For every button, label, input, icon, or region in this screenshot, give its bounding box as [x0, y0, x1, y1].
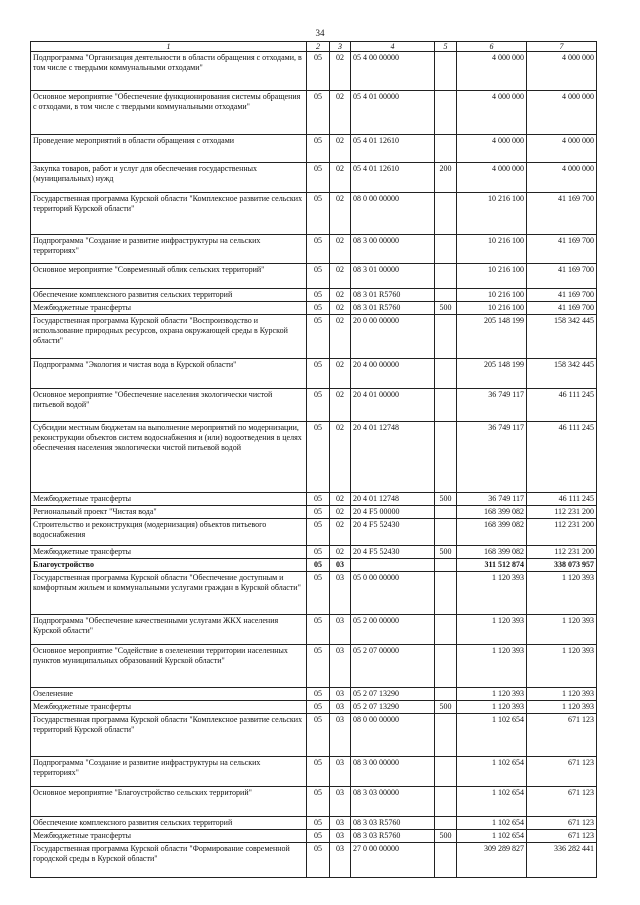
subsection-cell: 03: [330, 688, 351, 701]
table-row: [31, 572, 597, 615]
target-article-cell: 05 4 01 12610: [351, 135, 435, 163]
section-cell: 05: [307, 787, 330, 817]
subsection-cell: 03: [330, 645, 351, 688]
expense-type-cell: [435, 559, 457, 572]
amount-2022-cell: 1 120 393: [457, 701, 527, 714]
amount-2022-cell: 1 120 393: [457, 615, 527, 645]
target-article-cell: 05 2 07 00000: [351, 645, 435, 688]
section-cell: 05: [307, 519, 330, 546]
expense-type-cell: [435, 52, 457, 91]
table-row: [31, 163, 597, 193]
amount-2022-cell: 36 749 117: [457, 389, 527, 422]
amount-2022-cell: 168 399 082: [457, 546, 527, 559]
expense-type-cell: [435, 289, 457, 302]
subsection-cell: 02: [330, 193, 351, 235]
target-article-cell: 08 3 01 00000: [351, 264, 435, 289]
amount-2022-cell: 4 000 000: [457, 135, 527, 163]
section-cell: 05: [307, 264, 330, 289]
table-row: [31, 289, 597, 302]
expense-type-cell: [435, 315, 457, 359]
expense-type-cell: [435, 264, 457, 289]
name-cell: Межбюджетные трансферты: [31, 701, 307, 714]
table-row: [31, 193, 597, 235]
amount-2023-cell: 1 120 393: [527, 615, 597, 645]
subsection-cell: 02: [330, 493, 351, 506]
amount-2022-cell: 10 216 100: [457, 193, 527, 235]
header-col-1: 1: [31, 42, 307, 52]
section-cell: 05: [307, 830, 330, 843]
amount-2022-cell: 168 399 082: [457, 519, 527, 546]
table-row: [31, 546, 597, 559]
target-article-cell: 08 3 00 00000: [351, 235, 435, 264]
subsection-cell: 03: [330, 787, 351, 817]
target-article-cell: 20 4 01 00000: [351, 389, 435, 422]
amount-2023-cell: 41 169 700: [527, 302, 597, 315]
section-cell: 05: [307, 302, 330, 315]
amount-2022-cell: 1 120 393: [457, 645, 527, 688]
subsection-cell: 02: [330, 422, 351, 493]
expense-type-cell: [435, 519, 457, 546]
expense-type-cell: [435, 817, 457, 830]
amount-2023-cell: 671 123: [527, 787, 597, 817]
expense-type-cell: [435, 757, 457, 787]
subsection-cell: 03: [330, 830, 351, 843]
name-cell: Основное мероприятие "Благоустройство сельских территорий": [31, 787, 307, 817]
amount-2023-cell: 4 000 000: [527, 91, 597, 135]
amount-2022-cell: 10 216 100: [457, 289, 527, 302]
table-header-row: [31, 42, 597, 52]
amount-2023-cell: 46 111 245: [527, 422, 597, 493]
name-cell: Обеспечение комплексного развития сельских территорий: [31, 289, 307, 302]
target-article-cell: 20 4 F5 52430: [351, 546, 435, 559]
name-cell: Межбюджетные трансферты: [31, 493, 307, 506]
amount-2022-cell: 1 102 654: [457, 817, 527, 830]
amount-2022-cell: 1 102 654: [457, 757, 527, 787]
expense-type-cell: 500: [435, 830, 457, 843]
table-row: [31, 817, 597, 830]
name-cell: Подпрограмма "Организация деятельности в области обращения с отходами, в том числе с твердыми коммунальными отходами": [31, 52, 307, 91]
name-cell: Строительство и реконструкция (модернизация) объектов питьевого водоснабжения: [31, 519, 307, 546]
target-article-cell: 05 2 07 13290: [351, 701, 435, 714]
amount-2023-cell: 4 000 000: [527, 52, 597, 91]
table-row: [31, 359, 597, 389]
name-cell: Озеленение: [31, 688, 307, 701]
amount-2023-cell: 112 231 200: [527, 506, 597, 519]
page-number: 34: [315, 28, 325, 38]
target-article-cell: 05 2 00 00000: [351, 615, 435, 645]
table-row: [31, 830, 597, 843]
name-cell: Подпрограмма "Экология и чистая вода в Курской области": [31, 359, 307, 389]
section-cell: 05: [307, 546, 330, 559]
section-cell: 05: [307, 688, 330, 701]
subsection-cell: 02: [330, 264, 351, 289]
section-cell: 05: [307, 422, 330, 493]
amount-2023-cell: 671 123: [527, 714, 597, 757]
amount-2022-cell: 1 102 654: [457, 787, 527, 817]
section-cell: 05: [307, 235, 330, 264]
target-article-cell: 08 3 01 R5760: [351, 302, 435, 315]
subsection-cell: 02: [330, 91, 351, 135]
name-cell: Государственная программа Курской области "Комплексное развитие сельских территорий Курской области": [31, 193, 307, 235]
subsection-cell: 02: [330, 289, 351, 302]
amount-2022-cell: 4 000 000: [457, 52, 527, 91]
section-cell: 05: [307, 843, 330, 878]
section-cell: 05: [307, 163, 330, 193]
name-cell: Государственная программа Курской области "Формирование современной городской среды в Курской области": [31, 843, 307, 878]
table-row: [31, 52, 597, 91]
expense-type-cell: [435, 843, 457, 878]
table-body: [31, 52, 597, 878]
name-cell: Обеспечение комплексного развития сельских территорий: [31, 817, 307, 830]
target-article-cell: 05 0 00 00000: [351, 572, 435, 615]
amount-2022-cell: 1 120 393: [457, 688, 527, 701]
target-article-cell: 20 4 F5 52430: [351, 519, 435, 546]
name-cell: Основное мероприятие "Содействие в озеленении территории населенных пунктов муниципальных образований Курской области": [31, 645, 307, 688]
amount-2022-cell: 1 102 654: [457, 714, 527, 757]
amount-2023-cell: 671 123: [527, 817, 597, 830]
header-col-7: 7: [527, 42, 597, 52]
amount-2023-cell: 112 231 200: [527, 546, 597, 559]
amount-2022-cell: 1 120 393: [457, 572, 527, 615]
expense-type-cell: [435, 688, 457, 701]
amount-2023-cell: 158 342 445: [527, 359, 597, 389]
name-cell: Подпрограмма "Создание и развитие инфраструктуры на сельских территориях": [31, 235, 307, 264]
target-article-cell: 20 4 00 00000: [351, 359, 435, 389]
amount-2023-cell: 46 111 245: [527, 493, 597, 506]
section-cell: 05: [307, 701, 330, 714]
expense-type-cell: [435, 645, 457, 688]
target-article-cell: 08 3 03 00000: [351, 787, 435, 817]
expense-type-cell: 500: [435, 701, 457, 714]
table-row: [31, 843, 597, 878]
expense-type-cell: [435, 615, 457, 645]
subsection-cell: 02: [330, 389, 351, 422]
table-row: [31, 701, 597, 714]
target-article-cell: 08 3 03 R5760: [351, 817, 435, 830]
subsection-cell: 02: [330, 359, 351, 389]
amount-2022-cell: 168 399 082: [457, 506, 527, 519]
name-cell: Основное мероприятие "Обеспечение населения экологически чистой питьевой водой": [31, 389, 307, 422]
expense-type-cell: [435, 572, 457, 615]
table-row: [31, 757, 597, 787]
amount-2023-cell: 158 342 445: [527, 315, 597, 359]
table-row: [31, 264, 597, 289]
table-row: [31, 714, 597, 757]
target-article-cell: 08 0 00 00000: [351, 193, 435, 235]
amount-2023-cell: 41 169 700: [527, 289, 597, 302]
subsection-cell: 03: [330, 701, 351, 714]
name-cell: Межбюджетные трансферты: [31, 546, 307, 559]
target-article-cell: 05 4 00 00000: [351, 52, 435, 91]
table-row: [31, 302, 597, 315]
table-row: [31, 559, 597, 572]
section-cell: 05: [307, 559, 330, 572]
expense-type-cell: 200: [435, 163, 457, 193]
name-cell: Подпрограмма "Обеспечение качественными услугами ЖКХ населения Курской области": [31, 615, 307, 645]
expense-type-cell: [435, 787, 457, 817]
expense-type-cell: [435, 506, 457, 519]
header-col-6: 6: [457, 42, 527, 52]
table-row: [31, 315, 597, 359]
amount-2022-cell: 10 216 100: [457, 264, 527, 289]
amount-2023-cell: 4 000 000: [527, 135, 597, 163]
amount-2023-cell: 112 231 200: [527, 519, 597, 546]
target-article-cell: 27 0 00 00000: [351, 843, 435, 878]
amount-2022-cell: 311 512 874: [457, 559, 527, 572]
section-cell: 05: [307, 135, 330, 163]
table-row: [31, 615, 597, 645]
table-row: [31, 135, 597, 163]
section-cell: 05: [307, 757, 330, 787]
amount-2023-cell: 4 000 000: [527, 163, 597, 193]
subsection-cell: 03: [330, 757, 351, 787]
amount-2023-cell: 1 120 393: [527, 701, 597, 714]
amount-2022-cell: 10 216 100: [457, 302, 527, 315]
name-cell: Подпрограмма "Создание и развитие инфраструктуры на сельских территориях": [31, 757, 307, 787]
amount-2022-cell: 4 000 000: [457, 91, 527, 135]
expense-type-cell: [435, 193, 457, 235]
subsection-cell: 03: [330, 714, 351, 757]
amount-2022-cell: 4 000 000: [457, 163, 527, 193]
table-row: [31, 787, 597, 817]
expense-type-cell: [435, 135, 457, 163]
name-cell: Основное мероприятие "Современный облик сельских территорий": [31, 264, 307, 289]
table-row: [31, 91, 597, 135]
subsection-cell: 02: [330, 315, 351, 359]
section-cell: 05: [307, 714, 330, 757]
expense-type-cell: 500: [435, 546, 457, 559]
expense-type-cell: [435, 235, 457, 264]
budget-table: [30, 41, 597, 878]
expense-type-cell: [435, 359, 457, 389]
amount-2023-cell: 41 169 700: [527, 264, 597, 289]
amount-2022-cell: 10 216 100: [457, 235, 527, 264]
section-cell: 05: [307, 91, 330, 135]
table-row: [31, 389, 597, 422]
target-article-cell: 20 4 F5 00000: [351, 506, 435, 519]
section-cell: 05: [307, 817, 330, 830]
header-col-4: 4: [351, 42, 435, 52]
subsection-cell: 03: [330, 615, 351, 645]
section-cell: 05: [307, 645, 330, 688]
section-cell: 05: [307, 389, 330, 422]
subsection-cell: 02: [330, 506, 351, 519]
section-cell: 05: [307, 359, 330, 389]
name-cell: Межбюджетные трансферты: [31, 830, 307, 843]
name-cell: Государственная программа Курской области "Воспроизводство и использование природных ресурсов, охрана окружающей среды в Курской области": [31, 315, 307, 359]
amount-2022-cell: 36 749 117: [457, 422, 527, 493]
expense-type-cell: 500: [435, 493, 457, 506]
table-row: [31, 235, 597, 264]
target-article-cell: 08 3 01 R5760: [351, 289, 435, 302]
subsection-cell: 02: [330, 163, 351, 193]
amount-2023-cell: 1 120 393: [527, 688, 597, 701]
name-cell: Проведение мероприятий в области обращения с отходами: [31, 135, 307, 163]
target-article-cell: 20 4 01 12748: [351, 422, 435, 493]
subsection-cell: 02: [330, 235, 351, 264]
amount-2023-cell: 41 169 700: [527, 235, 597, 264]
subsection-cell: 02: [330, 519, 351, 546]
amount-2023-cell: 1 120 393: [527, 572, 597, 615]
subsection-cell: 03: [330, 572, 351, 615]
table-row: [31, 493, 597, 506]
section-cell: 05: [307, 506, 330, 519]
subsection-cell: 02: [330, 135, 351, 163]
table-row: [31, 422, 597, 493]
amount-2022-cell: 309 289 827: [457, 843, 527, 878]
section-cell: 05: [307, 572, 330, 615]
amount-2022-cell: 205 148 199: [457, 315, 527, 359]
target-article-cell: 05 4 01 12610: [351, 163, 435, 193]
target-article-cell: 20 4 01 12748: [351, 493, 435, 506]
header-col-2: 2: [307, 42, 330, 52]
amount-2022-cell: 36 749 117: [457, 493, 527, 506]
section-cell: 05: [307, 493, 330, 506]
name-cell: Государственная программа Курской области "Комплексное развитие сельских территорий Курской области": [31, 714, 307, 757]
amount-2023-cell: 338 073 957: [527, 559, 597, 572]
table-row: [31, 645, 597, 688]
subsection-cell: 02: [330, 546, 351, 559]
amount-2023-cell: 46 111 245: [527, 389, 597, 422]
table-row: [31, 506, 597, 519]
subsection-cell: 03: [330, 843, 351, 878]
target-article-cell: 08 3 03 R5760: [351, 830, 435, 843]
name-cell: Государственная программа Курской области "Обеспечение доступным и комфортным жильем и коммунальными услугами граждан в Курской области": [31, 572, 307, 615]
section-cell: 05: [307, 52, 330, 91]
target-article-cell: 20 0 00 00000: [351, 315, 435, 359]
section-cell: 05: [307, 615, 330, 645]
section-cell: 05: [307, 193, 330, 235]
name-cell: Межбюджетные трансферты: [31, 302, 307, 315]
header-col-5: 5: [435, 42, 457, 52]
amount-2023-cell: 336 282 441: [527, 843, 597, 878]
expense-type-cell: [435, 91, 457, 135]
subsection-cell: 02: [330, 52, 351, 91]
subsection-cell: 02: [330, 302, 351, 315]
amount-2022-cell: 1 102 654: [457, 830, 527, 843]
amount-2023-cell: 41 169 700: [527, 193, 597, 235]
section-cell: 05: [307, 315, 330, 359]
table-row: [31, 519, 597, 546]
amount-2022-cell: 205 148 199: [457, 359, 527, 389]
target-article-cell: 05 2 07 13290: [351, 688, 435, 701]
expense-type-cell: [435, 714, 457, 757]
amount-2023-cell: 1 120 393: [527, 645, 597, 688]
target-article-cell: [351, 559, 435, 572]
name-cell: Региональный проект "Чистая вода": [31, 506, 307, 519]
header-col-3: 3: [330, 42, 351, 52]
target-article-cell: 08 0 00 00000: [351, 714, 435, 757]
amount-2023-cell: 671 123: [527, 830, 597, 843]
name-cell: Субсидии местным бюджетам на выполнение мероприятий по модернизации, реконструкции объектов систем водоснабжения и (или) водоотведения в целях обеспечения населения экологически чистой питьевой водой: [31, 422, 307, 493]
table-row: [31, 688, 597, 701]
name-cell: Благоустройство: [31, 559, 307, 572]
expense-type-cell: [435, 422, 457, 493]
subsection-cell: 03: [330, 559, 351, 572]
name-cell: Основное мероприятие "Обеспечение функционирования системы обращения с отходами, в том числе с твердыми коммунальными отходами": [31, 91, 307, 135]
expense-type-cell: 500: [435, 302, 457, 315]
amount-2023-cell: 671 123: [527, 757, 597, 787]
name-cell: Закупка товаров, работ и услуг для обеспечения государственных (муниципальных) нужд: [31, 163, 307, 193]
target-article-cell: 05 4 01 00000: [351, 91, 435, 135]
expense-type-cell: [435, 389, 457, 422]
target-article-cell: 08 3 00 00000: [351, 757, 435, 787]
section-cell: 05: [307, 289, 330, 302]
subsection-cell: 03: [330, 817, 351, 830]
